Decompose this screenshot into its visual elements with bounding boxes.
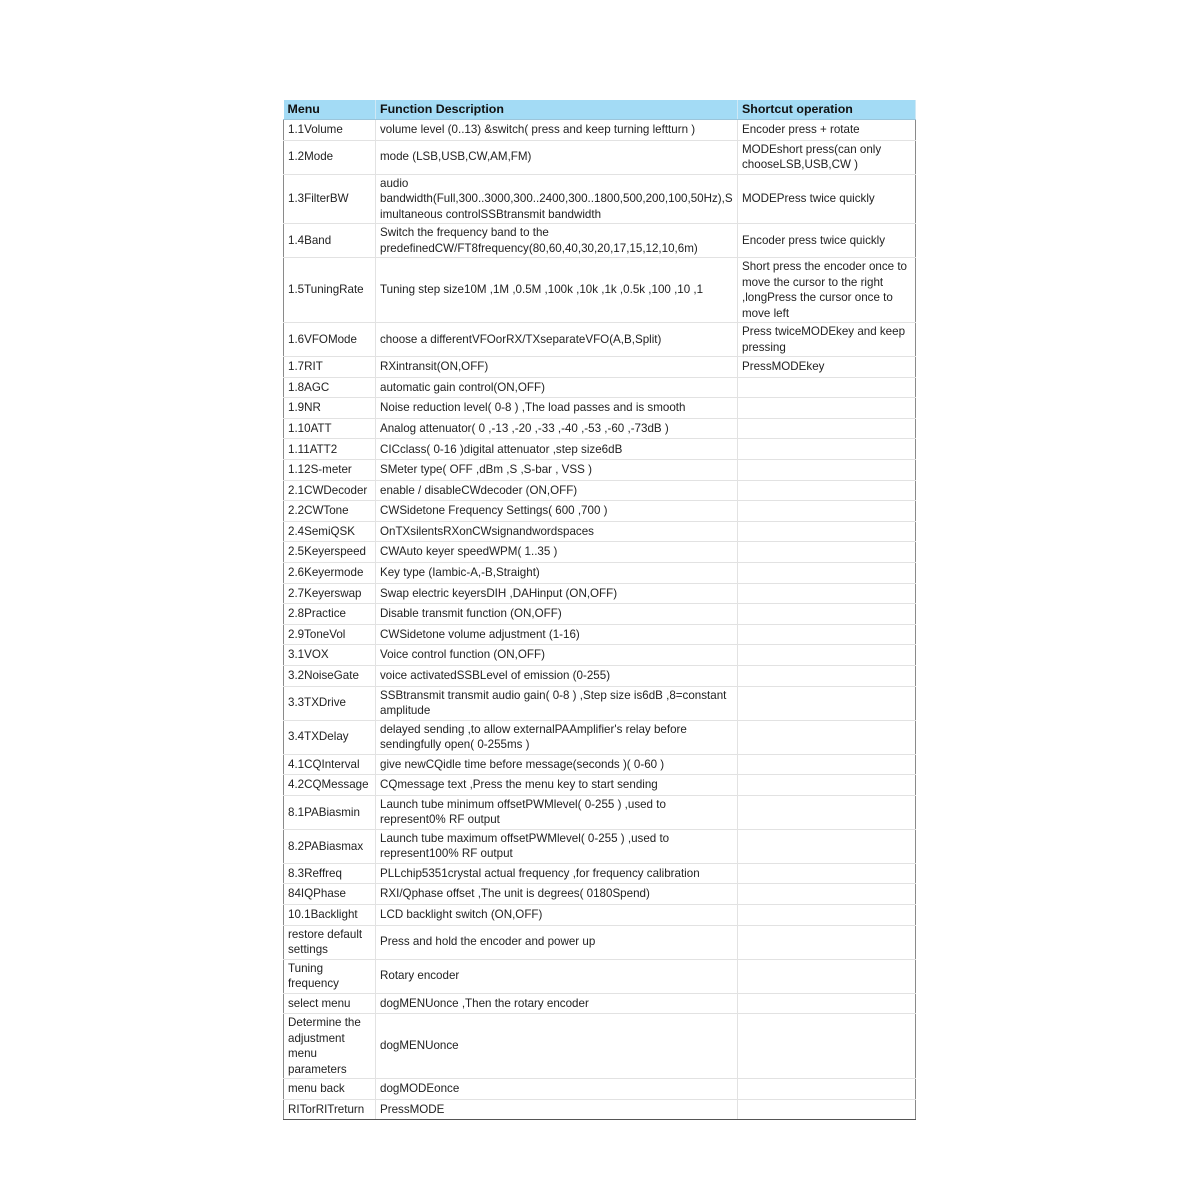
menu-cell: select menu — [284, 993, 376, 1014]
menu-cell: 2.7Keyerswap — [284, 583, 376, 604]
menu-cell: 1.3FilterBW — [284, 174, 376, 224]
table-row — [284, 720, 916, 754]
function-description-cell: SSBtransmit transmit audio gain( 0-8 ) ,Step size is6dB ,8=constant amplitude — [376, 686, 738, 720]
menu-cell: 3.3TXDrive — [284, 686, 376, 720]
function-description-cell: Rotary encoder — [376, 959, 738, 993]
function-description-cell: choose a differentVFOorRX/TXseparateVFO(A,B,Split) — [376, 323, 738, 357]
function-description-cell: RXintransit(ON,OFF) — [376, 357, 738, 378]
function-description-cell: dogMODEonce — [376, 1079, 738, 1100]
shortcut-operation-cell — [738, 686, 916, 720]
table-row — [284, 583, 916, 604]
function-description-cell: Switch the frequency band to the predefinedCW/FT8frequency(80,60,40,30,20,17,15,12,10,6m) — [376, 224, 738, 258]
table-row — [284, 174, 916, 224]
menu-cell: 4.1CQInterval — [284, 754, 376, 775]
shortcut-operation-cell — [738, 1079, 916, 1100]
function-description-cell: Key type (Iambic-A,-B,Straight) — [376, 563, 738, 584]
function-description-cell: mode (LSB,USB,CW,AM,FM) — [376, 140, 738, 174]
function-description-cell: give newCQidle time before message(seconds )( 0-60 ) — [376, 754, 738, 775]
menu-cell: 10.1Backlight — [284, 904, 376, 925]
table-row — [284, 795, 916, 829]
menu-cell: RITorRITreturn — [284, 1099, 376, 1120]
function-description-cell: audio bandwidth(Full,300..3000,300..2400,300..1800,500,200,100,50Hz),Simultaneous controlSSBtransmit bandwidth — [376, 174, 738, 224]
table-row — [284, 323, 916, 357]
menu-cell: 2.1CWDecoder — [284, 480, 376, 501]
header-shortcut-operation: Shortcut operation — [738, 100, 916, 120]
function-description-cell: dogMENUonce — [376, 1014, 738, 1079]
table-row — [284, 460, 916, 481]
shortcut-operation-cell — [738, 1099, 916, 1120]
shortcut-operation-cell: MODEshort press(can only chooseLSB,USB,CW ) — [738, 140, 916, 174]
shortcut-operation-cell — [738, 666, 916, 687]
menu-cell: Determine the adjustment menu parameters — [284, 1014, 376, 1079]
menu-cell: menu back — [284, 1079, 376, 1100]
shortcut-operation-cell: PressMODEkey — [738, 357, 916, 378]
function-description-cell: Voice control function (ON,OFF) — [376, 645, 738, 666]
table-row — [284, 120, 916, 141]
function-description-cell: Press and hold the encoder and power up — [376, 925, 738, 959]
table-row — [284, 439, 916, 460]
table-row — [284, 904, 916, 925]
header-menu: Menu — [284, 100, 376, 120]
menu-cell: 3.4TXDelay — [284, 720, 376, 754]
table-row — [284, 1099, 916, 1120]
shortcut-operation-cell — [738, 754, 916, 775]
shortcut-operation-cell — [738, 775, 916, 796]
function-description-cell: delayed sending ,to allow externalPAAmplifier's relay before sendingfully open( 0-255ms ) — [376, 720, 738, 754]
table-row — [284, 258, 916, 323]
table-row — [284, 604, 916, 625]
shortcut-operation-cell: Encoder press twice quickly — [738, 224, 916, 258]
function-description-cell: automatic gain control(ON,OFF) — [376, 377, 738, 398]
shortcut-operation-cell — [738, 993, 916, 1014]
shortcut-operation-cell: Short press the encoder once to move the cursor to the right ,longPress the cursor once to move left — [738, 258, 916, 323]
function-description-cell: SMeter type( OFF ,dBm ,S ,S-bar , VSS ) — [376, 460, 738, 481]
table-row — [284, 884, 916, 905]
function-description-cell: CICclass( 0-16 )digital attenuator ,step size6dB — [376, 439, 738, 460]
menu-cell: restore default settings — [284, 925, 376, 959]
menu-cell: 1.11ATT2 — [284, 439, 376, 460]
table-row — [284, 666, 916, 687]
shortcut-operation-cell — [738, 542, 916, 563]
table-row — [284, 542, 916, 563]
header-row — [284, 100, 916, 120]
function-description-cell: Launch tube maximum offsetPWMlevel( 0-255 ) ,used to represent100% RF output — [376, 829, 738, 863]
shortcut-operation-cell — [738, 480, 916, 501]
table-row — [284, 1079, 916, 1100]
shortcut-operation-cell — [738, 583, 916, 604]
shortcut-operation-cell — [738, 863, 916, 884]
menu-cell: 2.8Practice — [284, 604, 376, 625]
menu-cell: Tuning frequency — [284, 959, 376, 993]
table-row — [284, 521, 916, 542]
shortcut-operation-cell: Encoder press + rotate — [738, 120, 916, 141]
menu-cell: 1.4Band — [284, 224, 376, 258]
table-row — [284, 480, 916, 501]
shortcut-operation-cell — [738, 460, 916, 481]
table-row — [284, 398, 916, 419]
table-row — [284, 645, 916, 666]
shortcut-operation-cell — [738, 398, 916, 419]
function-description-cell: enable / disableCWdecoder (ON,OFF) — [376, 480, 738, 501]
menu-cell: 2.9ToneVol — [284, 624, 376, 645]
menu-cell: 1.9NR — [284, 398, 376, 419]
shortcut-operation-cell — [738, 829, 916, 863]
function-description-cell: CWAuto keyer speedWPM( 1..35 ) — [376, 542, 738, 563]
function-description-cell: Launch tube minimum offsetPWMlevel( 0-255 ) ,used to represent0% RF output — [376, 795, 738, 829]
table-row — [284, 863, 916, 884]
menu-cell: 2.5Keyerspeed — [284, 542, 376, 563]
function-description-cell: CWSidetone volume adjustment (1-16) — [376, 624, 738, 645]
table-body — [284, 120, 916, 1120]
table-row — [284, 754, 916, 775]
function-description-cell: volume level (0..13) &switch( press and keep turning leftturn ) — [376, 120, 738, 141]
menu-cell: 1.5TuningRate — [284, 258, 376, 323]
menu-cell: 8.3Reffreq — [284, 863, 376, 884]
menu-cell: 1.10ATT — [284, 418, 376, 439]
function-description-cell: Noise reduction level( 0-8 ) ,The load passes and is smooth — [376, 398, 738, 419]
menu-cell: 4.2CQMessage — [284, 775, 376, 796]
table-row — [284, 418, 916, 439]
function-description-cell: PressMODE — [376, 1099, 738, 1120]
menu-cell: 1.8AGC — [284, 377, 376, 398]
shortcut-operation-cell — [738, 563, 916, 584]
menu-cell: 2.4SemiQSK — [284, 521, 376, 542]
menu-cell: 2.2CWTone — [284, 501, 376, 522]
shortcut-operation-cell — [738, 377, 916, 398]
menu-cell: 1.7RIT — [284, 357, 376, 378]
table-header — [284, 100, 916, 120]
menu-cell: 3.1VOX — [284, 645, 376, 666]
menu-cell: 1.12S-meter — [284, 460, 376, 481]
shortcut-operation-cell — [738, 521, 916, 542]
table-row — [284, 140, 916, 174]
shortcut-operation-cell — [738, 624, 916, 645]
menu-cell: 8.2PABiasmax — [284, 829, 376, 863]
table-row — [284, 224, 916, 258]
shortcut-operation-cell — [738, 795, 916, 829]
table-row — [284, 829, 916, 863]
shortcut-operation-cell: Press twiceMODEkey and keep pressing — [738, 323, 916, 357]
shortcut-operation-cell — [738, 904, 916, 925]
shortcut-operation-cell — [738, 925, 916, 959]
table-row — [284, 357, 916, 378]
header-function-description: Function Description — [376, 100, 738, 120]
table-row — [284, 686, 916, 720]
table-row — [284, 501, 916, 522]
table-row — [284, 377, 916, 398]
function-description-cell: RXI/Qphase offset ,The unit is degrees( 0180Spend) — [376, 884, 738, 905]
function-description-cell: OnTXsilentsRXonCWsignandwordspaces — [376, 521, 738, 542]
function-description-cell: CWSidetone Frequency Settings( 600 ,700 ) — [376, 501, 738, 522]
menu-cell: 84IQPhase — [284, 884, 376, 905]
shortcut-operation-cell — [738, 645, 916, 666]
function-description-cell: CQmessage text ,Press the menu key to start sending — [376, 775, 738, 796]
table-row — [284, 993, 916, 1014]
shortcut-operation-cell — [738, 720, 916, 754]
function-description-cell: Analog attenuator( 0 ,-13 ,-20 ,-33 ,-40 ,-53 ,-60 ,-73dB ) — [376, 418, 738, 439]
table-row — [284, 1014, 916, 1079]
menu-cell: 2.6Keyermode — [284, 563, 376, 584]
function-description-cell: Disable transmit function (ON,OFF) — [376, 604, 738, 625]
shortcut-operation-cell — [738, 501, 916, 522]
shortcut-operation-cell — [738, 884, 916, 905]
function-description-cell: Swap electric keyersDIH ,DAHinput (ON,OFF) — [376, 583, 738, 604]
table-row — [284, 624, 916, 645]
function-description-cell: PLLchip5351crystal actual frequency ,for frequency calibration — [376, 863, 738, 884]
table-row — [284, 959, 916, 993]
menu-function-table — [283, 100, 916, 1120]
shortcut-operation-cell — [738, 418, 916, 439]
table-row — [284, 775, 916, 796]
function-description-cell: dogMENUonce ,Then the rotary encoder — [376, 993, 738, 1014]
function-description-cell: LCD backlight switch (ON,OFF) — [376, 904, 738, 925]
shortcut-operation-cell — [738, 959, 916, 993]
menu-cell: 1.1Volume — [284, 120, 376, 141]
function-description-cell: Tuning step size10M ,1M ,0.5M ,100k ,10k ,1k ,0.5k ,100 ,10 ,1 — [376, 258, 738, 323]
table-row — [284, 563, 916, 584]
function-description-cell: voice activatedSSBLevel of emission (0-255) — [376, 666, 738, 687]
menu-cell: 1.6VFOMode — [284, 323, 376, 357]
menu-cell: 8.1PABiasmin — [284, 795, 376, 829]
table-row — [284, 925, 916, 959]
shortcut-operation-cell — [738, 1014, 916, 1079]
menu-cell: 1.2Mode — [284, 140, 376, 174]
shortcut-operation-cell: MODEPress twice quickly — [738, 174, 916, 224]
menu-cell: 3.2NoiseGate — [284, 666, 376, 687]
shortcut-operation-cell — [738, 439, 916, 460]
shortcut-operation-cell — [738, 604, 916, 625]
